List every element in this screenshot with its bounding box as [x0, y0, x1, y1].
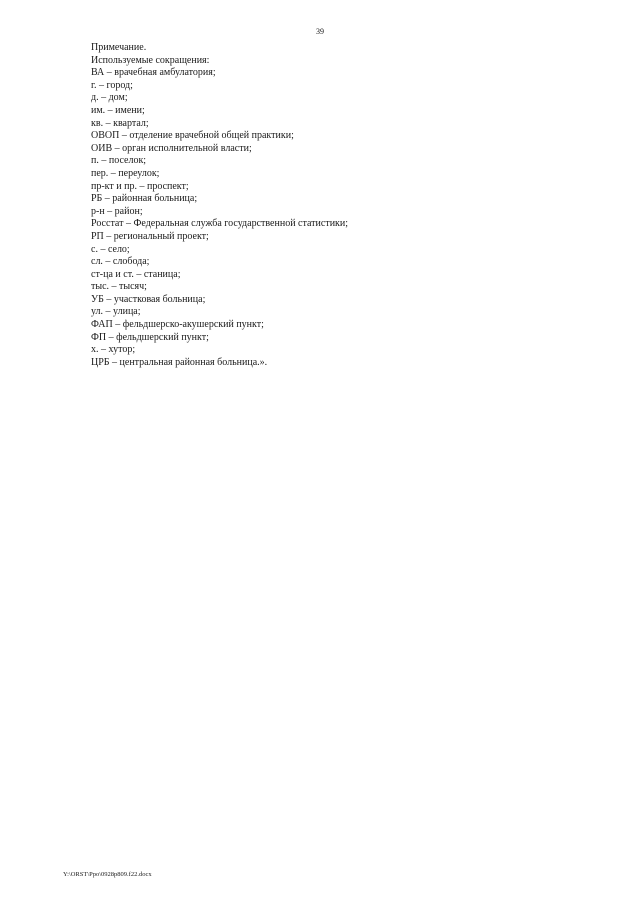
abbreviation-item: сл. – слобода;: [91, 256, 150, 268]
abbreviation-item: р-н – район;: [91, 205, 143, 217]
abbreviation-item: п. – поселок;: [91, 155, 147, 167]
abbreviation-item: ФП – фельдшерский пункт;: [91, 331, 209, 343]
abbreviation-item: им. – имени;: [91, 104, 145, 116]
abbreviation-item: ФАП – фельдшерско-акушерский пункт;: [91, 319, 264, 331]
footer-file-path: Y:\ORST\Ppo\0928p809.f22.docx: [63, 871, 152, 878]
abbreviation-list: [91, 67, 551, 369]
abbreviation-item: УБ – участковая больница;: [91, 293, 206, 305]
abbreviation-item: тыс. – тысяч;: [91, 281, 147, 293]
abbreviation-item: д. – дом;: [91, 92, 128, 104]
note-section: [91, 42, 551, 369]
note-intro: Используемые сокращения:: [91, 54, 210, 66]
abbreviation-item: ВА – врачебная амбулатория;: [91, 67, 216, 79]
abbreviation-item: РБ – районная больница;: [91, 193, 198, 205]
note-title: Примечание.: [91, 42, 147, 53]
abbreviation-item: кв. – квартал;: [91, 117, 149, 129]
abbreviation-item: ЦРБ – центральная районная больница.».: [91, 356, 268, 368]
abbreviation-item: Росстат – Федеральная служба государственной статистики;: [91, 218, 349, 230]
page-number: 39: [316, 27, 324, 36]
abbreviation-item: с. – село;: [91, 243, 130, 255]
abbreviation-item: ОВОП – отделение врачебной общей практики;: [91, 130, 294, 142]
abbreviation-item: РП – региональный проект;: [91, 230, 209, 242]
abbreviation-item: пер. – переулок;: [91, 167, 160, 179]
abbreviation-item: х. – хутор;: [91, 344, 136, 356]
abbreviation-item: пр-кт и пр. – проспект;: [91, 180, 189, 192]
abbreviation-item: г. – город;: [91, 79, 133, 91]
abbreviation-item: ул. – улица;: [91, 306, 141, 318]
abbreviation-item: ОИВ – орган исполнительной власти;: [91, 142, 252, 154]
abbreviation-item: ст-ца и ст. – станица;: [91, 268, 181, 280]
